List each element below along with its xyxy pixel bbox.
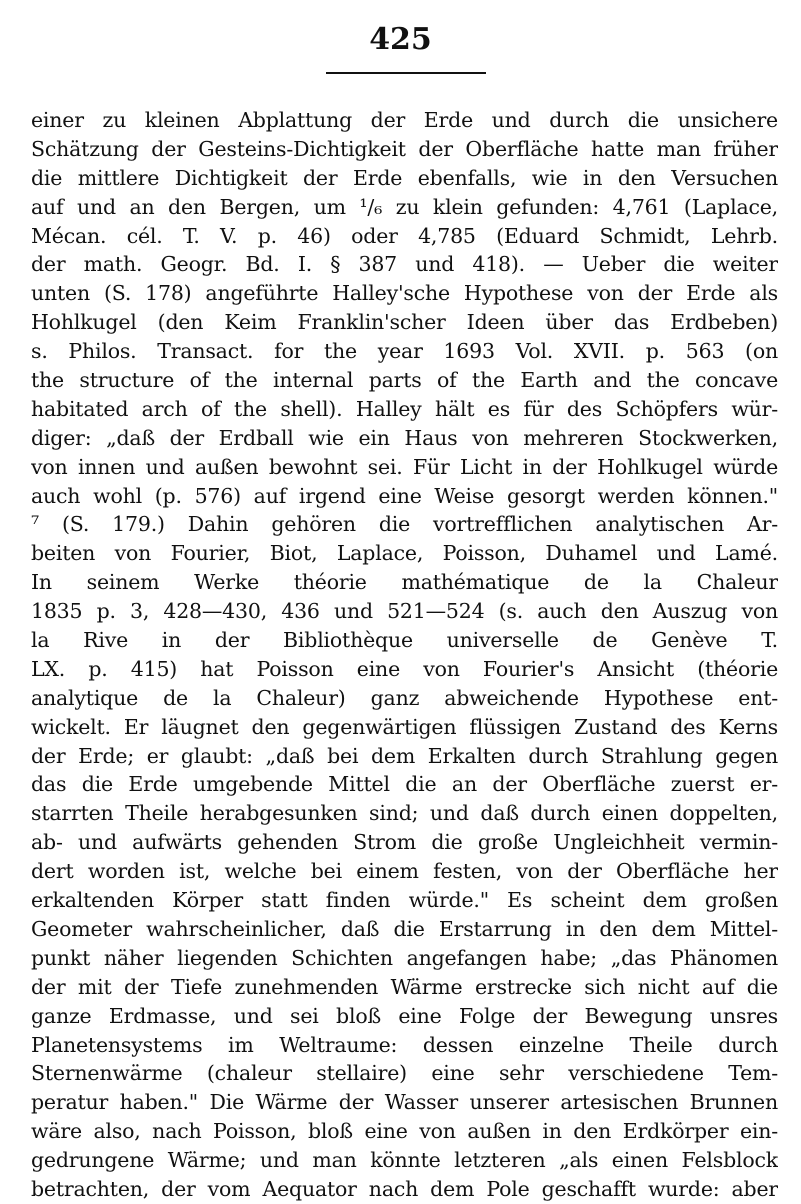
- text-line: unten (S. 178) angeführte Halley'sche Hypothese von der Erde als: [31, 281, 778, 306]
- text-line: dert worden ist, welche bei einem festen, von der Oberfläche her: [31, 859, 778, 884]
- text-line: Hohlkugel (den Keim Franklin'scher Ideen über das Erdbeben): [31, 310, 778, 335]
- text-line: s. Philos. Transact. for the year 1693 Vol. XVII. p. 563 (on: [31, 339, 778, 364]
- text-line: wäre also, nach Poisson, bloß eine von außen in den Erdkörper ein-: [31, 1119, 778, 1144]
- text-line: beiten von Fourier, Biot, Laplace, Poisson, Duhamel und Lamé.: [31, 541, 778, 566]
- text-line: punkt näher liegenden Schichten angefangen habe; „das Phänomen: [31, 945, 778, 970]
- text-line: analytique de la Chaleur) ganz abweichende Hypothese ent-: [31, 685, 778, 710]
- text-line: starrten Theile herabgesunken sind; und daß durch einen doppelten,: [31, 801, 778, 826]
- text-line: the structure of the internal parts of the Earth and the concave: [31, 368, 778, 393]
- text-line: habitated arch of the shell). Halley hält es für des Schöpfers wür-: [31, 396, 778, 421]
- text-line: diger: „daß der Erdball wie ein Haus von mehreren Stockwerken,: [31, 425, 778, 450]
- text-line: der Erde; er glaubt: „daß bei dem Erkalten durch Strahlung gegen: [31, 743, 778, 768]
- text-line: 1835 p. 3, 428—430, 436 und 521—524 (s. auch den Auszug von: [31, 599, 778, 624]
- text-line: Sternenwärme (chaleur stellaire) eine sehr verschiedene Tem-: [31, 1061, 778, 1086]
- body-text: [31, 106, 778, 1204]
- text-line: die mittlere Dichtigkeit der Erde ebenfalls, wie in den Versuchen: [31, 165, 778, 190]
- text-line: In seinem Werke théorie mathématique de la Chaleur: [31, 570, 778, 595]
- text-line: ab- und aufwärts gehenden Strom die große Ungleichheit vermin-: [31, 830, 778, 855]
- page-number: 425: [369, 22, 432, 57]
- text-line: erkaltenden Körper statt finden würde." Es scheint dem großen: [31, 888, 778, 913]
- text-line: ganze Erdmasse, und sei bloß eine Folge der Bewegung unsres: [31, 1003, 778, 1028]
- text-line: Mécan. cél. T. V. p. 46) oder 4,785 (Eduard Schmidt, Lehrb.: [31, 223, 778, 248]
- text-line: la Rive in der Bibliothèque universelle de Genève T.: [31, 628, 778, 653]
- text-line: betrachten, der vom Aequator nach dem Pole geschafft wurde: aber: [31, 1176, 778, 1201]
- text-line: das die Erde umgebende Mittel die an der Oberfläche zuerst er-: [31, 772, 778, 797]
- text-line: von innen und außen bewohnt sei. Für Licht in der Hohlkugel würde: [31, 454, 778, 479]
- text-line: LX. p. 415) hat Poisson eine von Fourier's Ansicht (théorie: [31, 656, 778, 681]
- text-line: der math. Geogr. Bd. I. § 387 und 418). — Ueber die weiter: [31, 252, 778, 277]
- header-rule: [326, 72, 486, 74]
- text-line: Schätzung der Gesteins-Dichtigkeit der Oberfläche hatte man früher: [31, 136, 778, 161]
- text-line: auch wohl (p. 576) auf irgend eine Weise gesorgt werden können.": [31, 483, 778, 508]
- text-line: gedrungene Wärme; und man könnte letzteren „als einen Felsblock: [31, 1148, 778, 1173]
- text-line: wickelt. Er läugnet den gegenwärtigen flüssigen Zustand des Kerns: [31, 714, 778, 739]
- text-line: der mit der Tiefe zunehmenden Wärme erstrecke sich nicht auf die: [31, 974, 778, 999]
- text-line: Geometer wahrscheinlicher, daß die Erstarrung in den dem Mittel-: [31, 916, 778, 941]
- text-line: Planetensystems im Weltraume: dessen einzelne Theile durch: [31, 1032, 778, 1057]
- text-line: peratur haben." Die Wärme der Wasser unserer artesischen Brunnen: [31, 1090, 778, 1115]
- text-line: ⁷ (S. 179.) Dahin gehören die vortrefflichen analytischen Ar-: [31, 512, 778, 537]
- text-line: einer zu kleinen Abplattung der Erde und durch die unsichere: [31, 108, 778, 132]
- text-line: auf und an den Bergen, um ¹/₆ zu klein gefunden: 4,761 (Laplace,: [31, 194, 778, 219]
